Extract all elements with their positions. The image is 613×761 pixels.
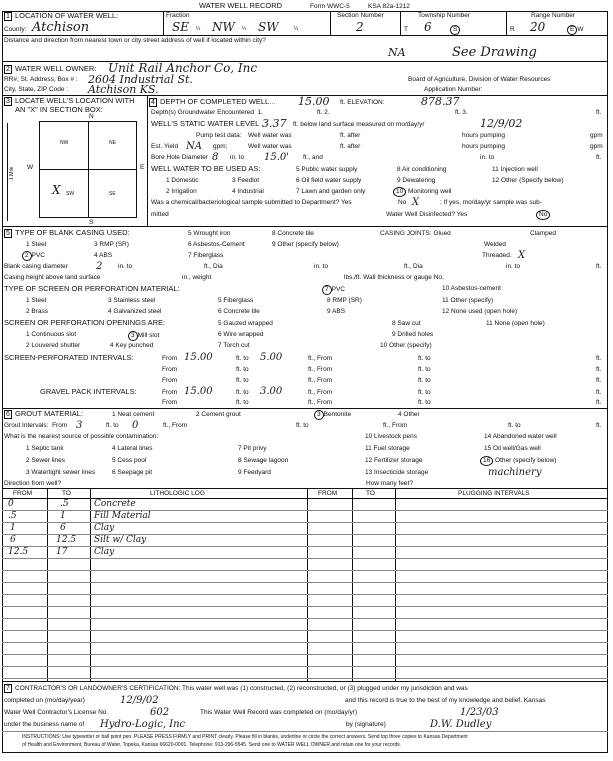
casing-option[interactable]: 5 Wrought iron <box>188 230 231 237</box>
log-description: Clay <box>94 523 115 533</box>
divider <box>40 169 136 170</box>
source-option[interactable]: 12 Fertilizer storage <box>365 457 423 464</box>
ft-from-label: ft., From <box>163 422 188 429</box>
use-option[interactable]: 1 Domestic <box>166 177 199 184</box>
quarter-mark: ¼ <box>294 26 299 32</box>
signature-label: by (signature) <box>346 721 386 728</box>
ft-to-label: ft. to <box>236 377 249 384</box>
plug-header-from: FROM <box>318 490 338 497</box>
grout-option-selected[interactable]: 3 <box>314 410 324 420</box>
log-table-rule <box>2 678 608 679</box>
casing-label: 5 TYPE OF BLANK CASING USED: <box>4 229 130 238</box>
divider <box>400 11 401 35</box>
sample-suffix: ; If yes, mo/day/yr sample was sub- <box>440 199 542 206</box>
opening-option[interactable]: 11 None (open hole) <box>486 320 545 327</box>
log-description: Clay <box>94 547 115 557</box>
quadrant-se: SE <box>109 191 116 197</box>
depth-label: 4 DEPTH OF COMPLETED WELL... <box>149 98 275 107</box>
fraction-1[interactable]: SE <box>172 20 189 34</box>
ft-from-label: ft., From <box>308 389 333 396</box>
source-option[interactable]: 4 Lateral lines <box>112 445 153 452</box>
ft-to-label: ft. to <box>418 389 431 396</box>
source-option[interactable]: 10 Livestock pens <box>365 433 418 440</box>
screen-option[interactable]: 1 Steel <box>26 297 47 304</box>
quarter-mark: ¼ <box>242 26 247 32</box>
grout-option[interactable]: 4 Other <box>398 411 420 418</box>
source-option[interactable]: 9 Feedyard <box>238 469 271 476</box>
screen-option[interactable]: 6 Concrete tile <box>218 308 260 315</box>
sample-suffix-2: mitted <box>151 211 169 218</box>
ft-to-label: ft. to <box>236 399 249 406</box>
well-water-was-2: Well water was <box>248 143 292 150</box>
opening-option[interactable]: 8 Saw cut <box>392 320 421 327</box>
casing-option[interactable]: 7 Fiberglass <box>188 252 224 259</box>
casing-option[interactable]: 4 ABS <box>94 252 113 259</box>
plug-header-to: TO <box>366 490 375 497</box>
form-statute: KSA 82a-1212 <box>368 3 410 10</box>
divider <box>2 226 608 227</box>
screen-option[interactable]: 5 Fiberglass <box>218 297 254 304</box>
grout-option[interactable]: 1 Neat cement <box>112 411 155 418</box>
form-number: Form WWC-5 <box>310 3 350 10</box>
record-label: This Water Well Record was completed on (mo/day/yr) <box>200 709 358 716</box>
diameter-ft-dia-2: ft., Dia <box>404 263 423 270</box>
ft-label: ft. <box>596 399 602 406</box>
groundwater-2-label: ft. 2. <box>317 109 330 116</box>
log-table-rule <box>2 642 608 643</box>
location-label: 1 LOCATION OF WATER WELL: <box>4 12 118 21</box>
gravel-from-value[interactable]: 15.00 <box>184 386 213 397</box>
divider <box>2 681 608 682</box>
opening-option[interactable]: 7 Torch cut <box>218 342 250 349</box>
opening-option[interactable]: 10 Other (specify) <box>380 342 432 349</box>
gpm-2: gpm <box>590 143 603 150</box>
fraction-label: Fraction <box>166 12 190 19</box>
yield-label: Est. Yield <box>151 143 179 150</box>
source-option-selected-label: Other (specify below) <box>495 457 557 464</box>
bore-in-to-2: in. to <box>480 154 495 161</box>
township-label: Township Number <box>418 12 471 19</box>
source-option[interactable]: 6 Seepage pit <box>112 469 153 476</box>
use-option[interactable]: 9 Dewatering <box>397 177 436 184</box>
openings-label: SCREEN OR PERFORATION OPENINGS ARE: <box>4 318 166 327</box>
use-option[interactable]: 3 Feedlot <box>232 177 260 184</box>
divider <box>2 61 608 62</box>
opening-option[interactable]: 1 Continuous slot <box>26 331 77 338</box>
height-label: Casing height above land surface <box>4 274 101 281</box>
log-table-rule <box>2 558 608 559</box>
disinfected-value[interactable]: No <box>536 210 550 220</box>
instructions-line-2: of Health and Environment, Bureau of Water, Topeka, Kansas 66620-0001. Telephone: 913-296-5545. Send one to WATER WELL OWNER and retain one for your records. <box>22 742 402 748</box>
screen-option[interactable]: 11 Other (specify) <box>442 297 494 304</box>
joint-clamped[interactable]: Clamped <box>530 230 557 237</box>
opening-option-selected-label: Mill slot <box>137 332 160 339</box>
casing-option[interactable]: 3 RMP (SR) <box>94 241 129 248</box>
opening-option[interactable]: 9 Drilled holes <box>392 331 434 338</box>
log-to: 1 <box>60 511 66 521</box>
use-option-selected-label: Monitoring well <box>408 188 452 195</box>
casing-option[interactable]: 8 Concrete tile <box>272 230 314 237</box>
divider <box>330 11 331 35</box>
casing-option-selected-label: PVC <box>31 252 45 259</box>
certification-text-2: and this record is true to the best of my knowledge and belief. Kansas <box>345 697 546 704</box>
log-from: 0 <box>8 499 14 509</box>
ft-from-label: ft., From <box>308 377 333 384</box>
log-header-from: FROM <box>13 490 33 497</box>
screen-to-value[interactable]: 5.00 <box>260 352 283 363</box>
sample-label: Was a chemical/bacteriological sample submitted to Department? Yes <box>151 199 352 206</box>
source-option[interactable]: 14 Abandoned water well <box>484 433 557 440</box>
grout-option-selected-label: Bentonite <box>323 411 352 418</box>
application-label: Application Number: <box>424 86 483 93</box>
opening-option[interactable]: 4 Key punched <box>110 342 154 349</box>
bore-label: Bore Hole Diameter <box>151 154 209 161</box>
casing-option-selected[interactable]: 2 <box>22 251 32 261</box>
divider <box>47 488 48 681</box>
diameter-in-to-2: in. to <box>314 263 329 270</box>
diameter-ft-dia: ft., Dia <box>204 263 223 270</box>
depth-value[interactable]: 15.00 <box>298 95 330 108</box>
diameter-in-to: in. to <box>118 263 133 270</box>
completed-label: completed on (mo/day/year) <box>4 697 85 704</box>
log-table-rule <box>2 630 608 631</box>
use-option[interactable]: 7 Lawn and garden only <box>296 188 366 195</box>
section-number-value[interactable]: 2 <box>356 20 364 34</box>
divider <box>506 11 507 35</box>
yield-gpm: gpm: <box>213 143 228 150</box>
completed-value[interactable]: 12/9/02 <box>120 695 159 706</box>
sample-no-mark[interactable]: X <box>412 197 420 208</box>
pump-label: Pump test data: <box>196 132 242 139</box>
log-table-rule <box>2 510 608 511</box>
gravel-to-value[interactable]: 3.00 <box>260 386 283 397</box>
opening-option[interactable]: 2 Louvered shutter <box>26 342 81 349</box>
range-value[interactable]: 20 <box>530 20 546 34</box>
casing-option[interactable]: 9 Other (specify below) <box>272 241 339 248</box>
from-label: From <box>162 355 178 362</box>
form-title: WATER WELL RECORD <box>199 1 283 10</box>
bore-ft: ft. <box>596 154 602 161</box>
ft-from-label: ft., From <box>308 366 333 373</box>
wall-label: lbs./ft. Wall thickness or gauge No. <box>344 274 444 281</box>
screen-option[interactable]: 4 Galvanized steel <box>108 308 162 315</box>
ft-label: ft. <box>596 377 602 384</box>
ft-to-label: ft. to <box>236 355 249 362</box>
township-prefix: T <box>404 26 408 33</box>
log-to: 17 <box>56 547 68 557</box>
source-option[interactable]: 1 Septic tank <box>26 445 64 452</box>
license-value[interactable]: 602 <box>150 707 170 718</box>
diameter-ft: ft. <box>596 263 602 270</box>
business-value[interactable]: Hydro-Logic, Inc <box>100 719 186 730</box>
source-option[interactable]: 11 Fuel storage <box>365 445 410 452</box>
grout-from-value[interactable]: 3 <box>76 420 83 431</box>
log-table-rule <box>2 570 608 571</box>
casing-option[interactable]: 1 Steel <box>26 241 47 248</box>
ft-to-label: ft. to <box>418 377 431 384</box>
fraction-2[interactable]: NW <box>212 20 235 34</box>
section-number-label: Section Number <box>337 12 384 19</box>
contamination-label: What is the nearest source of possible contamination: <box>4 433 159 440</box>
east-label: E <box>140 164 145 171</box>
ft-to-label: ft. to <box>418 355 431 362</box>
signature-value[interactable]: D.W. Dudley <box>430 719 492 730</box>
screen-label: TYPE OF SCREEN OR PERFORATION MATERIAL: <box>4 284 180 293</box>
yield-value[interactable]: NA <box>186 141 202 152</box>
ft-from-label: ft., From <box>308 355 333 362</box>
divider <box>2 731 608 732</box>
divider <box>2 488 608 489</box>
groundwater-ft: ft. <box>596 109 602 116</box>
range-direction-east[interactable]: E <box>567 25 577 35</box>
log-description: Silt w/ Clay <box>94 535 147 545</box>
grout-label: 6 GROUT MATERIAL: <box>4 410 83 419</box>
fraction-3[interactable]: SW <box>258 20 279 34</box>
screen-option-selected-label: PVC <box>331 286 345 293</box>
log-from: 12.5 <box>8 547 29 557</box>
diameter-label: Blank casing diameter <box>4 263 68 270</box>
range-label: Range Number <box>531 12 576 19</box>
ft-from-label: ft., From <box>383 422 408 429</box>
south-label: S <box>89 219 94 226</box>
section-box[interactable] <box>39 121 137 218</box>
divider <box>307 488 308 681</box>
bore-value[interactable]: 8 <box>212 152 219 163</box>
static-value[interactable]: 3.37 <box>262 117 287 130</box>
joints-label: CASING JOINTS: Glued <box>380 230 451 237</box>
city-label: City, State, ZIP Code : <box>4 86 69 93</box>
owner-label: 2 WATER WELL OWNER: <box>4 65 96 74</box>
owner-name[interactable]: Unit Rail Anchor Co, Inc <box>108 61 258 75</box>
mile-arrow <box>7 123 8 221</box>
quadrant-nw: NW <box>60 140 69 146</box>
grout-to-value[interactable]: 0 <box>132 420 139 431</box>
log-to: .5 <box>60 499 69 509</box>
address-label: RR#, St. Address, Box # : <box>4 76 78 83</box>
ft-to-label: ft. to <box>236 389 249 396</box>
license-label: Water Well Contractor's License No. <box>4 709 109 716</box>
use-option[interactable]: 5 Public water supply <box>296 166 358 173</box>
use-option[interactable]: 12 Other (Specify below) <box>492 177 564 184</box>
board-text: Board of Agriculture, Division of Water Resources <box>408 76 551 83</box>
ft-to-label: ft. to <box>418 366 431 373</box>
divider <box>147 95 148 226</box>
screen-option[interactable]: 3 Stainless steel <box>108 297 156 304</box>
owner-address[interactable]: 2604 Industrial St. <box>88 73 193 86</box>
static-suffix: ft. below land surface measured on mo/day/yr <box>293 121 425 128</box>
use-option[interactable]: 11 Injection well <box>492 166 538 173</box>
sample-no-label: No <box>398 199 407 206</box>
log-description: Concrete <box>94 499 136 509</box>
diameter-in-to-3: in. to <box>506 263 521 270</box>
direction-label: Direction from well? <box>4 480 62 487</box>
divider <box>2 498 608 499</box>
depth-ft: ft. ELEVATION: <box>340 99 385 106</box>
diameter-value[interactable]: 2 <box>96 261 103 272</box>
elevation-value[interactable]: 878.37 <box>421 95 460 108</box>
record-value[interactable]: 1/23/03 <box>460 707 499 718</box>
use-option[interactable]: 6 Oil field water supply <box>296 177 362 184</box>
ft-label: ft. <box>596 389 602 396</box>
distance-label: Distance and direction from nearest town or city street address of well if located within city? <box>4 37 266 44</box>
ft-label: ft. <box>596 355 602 362</box>
opening-option-selected[interactable]: 3 <box>128 331 138 341</box>
from-label: From <box>162 399 178 406</box>
distance-value-na[interactable]: NA <box>388 46 406 59</box>
log-to: 6 <box>60 523 66 533</box>
range-direction-west[interactable]: W <box>577 26 584 33</box>
use-option[interactable]: 2 Irrigation <box>166 188 197 195</box>
log-description: Fill Material <box>94 511 151 521</box>
distance-value-drawing[interactable]: See Drawing <box>452 45 537 60</box>
from-label: From <box>162 389 178 396</box>
ft-after-2: ft. after <box>340 143 361 150</box>
instructions-line-1: INSTRUCTIONS: Use typewriter or ball point pen. PLEASE PRESS FIRMLY and PRINT clearly. Please fill in blanks, underline or circle the correct answers. Send top three copies to Kansas Department <box>22 734 468 740</box>
source-option[interactable]: 13 Insecticide storage <box>365 469 429 476</box>
bore-in-to: in. to <box>230 154 245 161</box>
quarter-mark: ¼ <box>196 26 201 32</box>
from-label: From <box>162 366 178 373</box>
log-table-rule <box>2 654 608 655</box>
ft-to-label: ft. to <box>296 422 309 429</box>
opening-option[interactable]: 6 Wire wrapped <box>218 331 264 338</box>
section-box-label-2: AN "X" IN SECTION BOX: <box>15 105 103 114</box>
ft-from-label: ft., From <box>308 399 333 406</box>
log-table-rule <box>2 618 608 619</box>
ft-to-label: ft. to <box>418 399 431 406</box>
plug-header-intervals: PLUGGING INTERVALS <box>458 490 530 497</box>
log-table-rule <box>2 546 608 547</box>
divider <box>395 488 396 681</box>
hours-pumping-2: hours pumping <box>462 143 505 150</box>
log-from: .5 <box>8 511 17 521</box>
screen-option-selected[interactable]: 7 <box>322 285 332 295</box>
log-header-lithologic: LITHOLOGIC LOG <box>150 490 205 497</box>
joint-welded[interactable]: Welded <box>484 241 506 248</box>
divider <box>163 11 164 35</box>
divider <box>352 488 353 681</box>
screen-option[interactable]: 8 RMP (SR) <box>327 297 362 304</box>
county-value[interactable]: Atchison <box>32 20 90 35</box>
log-table-rule <box>2 594 608 595</box>
log-table-rule <box>2 606 608 607</box>
groundwater-3-label: ft. 3. <box>455 109 468 116</box>
gravel-intervals-label: GRAVEL PACK INTERVALS: <box>40 387 137 396</box>
casing-option[interactable]: 6 Asbestos-Cement <box>188 241 245 248</box>
well-water-was-1: Well water was <box>248 132 292 139</box>
ft-label: ft. <box>596 366 602 373</box>
west-label: W <box>27 164 34 171</box>
ft-to-label: ft. to <box>106 422 119 429</box>
use-option-selected[interactable]: 10 <box>393 187 406 197</box>
quadrant-ne: NE <box>109 140 116 146</box>
groundwater-label: Depth(s) Groundwater Encountered 1. <box>151 109 264 116</box>
divider <box>90 488 91 681</box>
ft-after-1: ft. after <box>340 132 361 139</box>
weight-label: in., weight <box>182 274 212 281</box>
source-option[interactable]: 5 Cess pool <box>112 457 147 464</box>
source-option[interactable]: 7 Pit privy <box>238 445 267 452</box>
business-label: under the business name of <box>4 721 85 728</box>
north-label: N <box>89 113 94 120</box>
log-table-rule <box>2 582 608 583</box>
divider <box>2 408 608 409</box>
screen-option[interactable]: 12 None used (open hole) <box>442 308 518 315</box>
screen-from-value[interactable]: 15.00 <box>184 352 213 363</box>
log-from: 6 <box>10 535 16 545</box>
log-table-rule <box>2 534 608 535</box>
disinfected-label: Water Well Disinfected? Yes <box>386 211 468 218</box>
county-label: County: <box>4 26 27 33</box>
grout-option[interactable]: 2 Cement grout <box>196 411 241 418</box>
gpm-1: gpm <box>590 132 603 139</box>
source-option[interactable]: 3 Watertight sewer lines <box>26 469 96 476</box>
how-many-label: How many feet? <box>366 480 413 487</box>
joint-threaded[interactable]: Threaded. <box>482 252 512 259</box>
source-option[interactable]: 15 Oil well/Gas well <box>484 445 541 452</box>
use-option[interactable]: 4 Industrial <box>232 188 264 195</box>
screen-option[interactable]: 9 ABS <box>327 308 346 315</box>
opening-option[interactable]: 5 Gauzed wrapped <box>218 320 273 327</box>
hours-pumping-1: hours pumping <box>462 132 505 139</box>
township-value[interactable]: 6 <box>424 20 432 34</box>
township-direction[interactable]: S <box>450 25 460 35</box>
ft-label: ft. <box>596 422 602 429</box>
bore-to-value[interactable]: 15.0' <box>264 152 290 163</box>
log-from: 1 <box>10 523 16 533</box>
screen-intervals-label: SCREEN-PERFORATED INTERVALS: <box>4 353 134 362</box>
well-location-mark: X <box>52 183 61 197</box>
ft-to-label: ft. to <box>236 366 249 373</box>
source-option[interactable]: 2 Sewer lines <box>26 457 66 464</box>
log-table-rule <box>2 666 608 667</box>
log-table-rule <box>2 522 608 523</box>
screen-option[interactable]: 10 Asbestos-cement <box>442 285 501 292</box>
bore-ft-and: ft., and <box>303 154 323 161</box>
certification-text: 7 CONTRACTOR'S OR LANDOWNER'S CERTIFICATION: This water well was (1) constructed, (2) reconstructed, or (3) plugged under my jurisdiction and was <box>4 684 468 693</box>
log-to: 12.5 <box>56 535 77 545</box>
divider <box>2 35 608 36</box>
range-prefix: R <box>510 26 515 33</box>
mile-label: 1 Mile <box>9 166 15 180</box>
static-label: WELL'S STATIC WATER LEVEL <box>151 119 260 128</box>
owner-city[interactable]: Atchison KS. <box>88 83 159 96</box>
contamination-other-value[interactable]: machinery <box>488 467 542 478</box>
threaded-mark: X <box>518 250 526 261</box>
from-label: From <box>162 377 178 384</box>
source-option-selected[interactable]: 16 <box>480 456 493 466</box>
static-date[interactable]: 12/9/02 <box>480 117 523 130</box>
use-option[interactable]: 8 Air conditioning <box>397 166 447 173</box>
ft-to-label: ft. to <box>508 422 521 429</box>
log-header-to: TO <box>62 490 71 497</box>
source-option[interactable]: 8 Sewage lagoon <box>238 457 289 464</box>
screen-option[interactable]: 2 Brass <box>26 308 49 315</box>
use-label: WELL WATER TO BE USED AS: <box>151 164 261 173</box>
quadrant-sw: SW <box>66 191 75 197</box>
section-box-label: 3 LOCATE WELL'S LOCATION WITH <box>4 97 135 106</box>
grout-intervals-label: Grout Intervals: From <box>4 422 68 429</box>
